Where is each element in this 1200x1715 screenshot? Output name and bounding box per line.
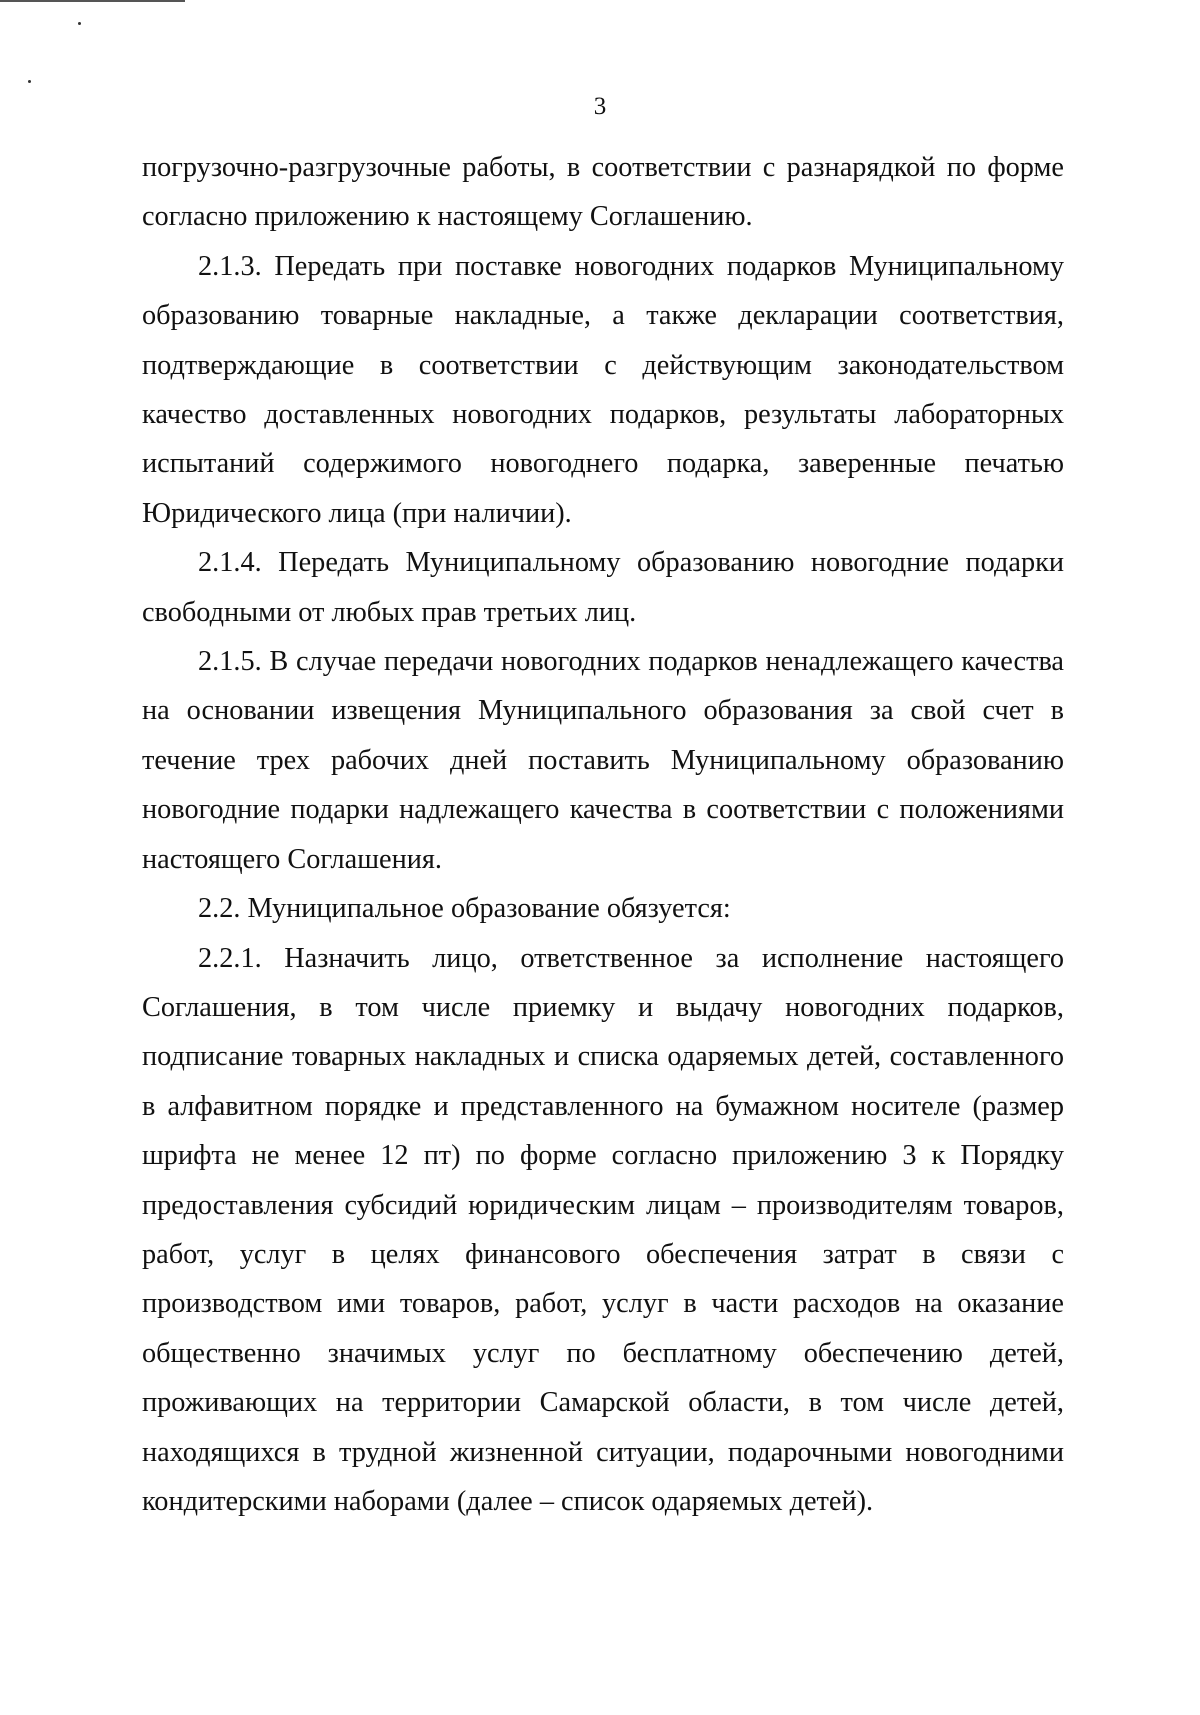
paragraph-continuation: погрузочно-разгрузочные работы, в соответствии с разнарядкой по форме согласно приложению к настоящему Соглашению. bbox=[142, 152, 1064, 233]
scan-edge-line bbox=[0, 0, 185, 2]
paragraph-2-2: 2.2. Муниципальное образование обязуется: bbox=[198, 893, 731, 925]
document-body bbox=[142, 143, 1064, 1526]
paragraph-2-1-3: 2.1.3. Передать при поставке новогодних подарков Муниципальному образованию товарные накладные, а также декларации соответствия, подтверждающие в соответствии с действующим законодательством качество доставленных новогодних подарков, результаты лабораторных испытаний содержимого новогоднего подарка, заверенные печатью Юридического лица (при наличии). bbox=[142, 250, 1064, 529]
scan-speck bbox=[78, 22, 81, 25]
page-number: 3 bbox=[593, 93, 607, 120]
paragraph-2-1-5: 2.1.5. В случае передачи новогодних подарков ненадлежащего качества на основании извещения Муниципального образования за свой счет в течение трех рабочих дней поставить Муниципальному образованию новогодние подарки надлежащего качества в соответствии с положениями настоящего Соглашения. bbox=[142, 646, 1064, 875]
paragraph-2-1-4: 2.1.4. Передать Муниципальному образованию новогодние подарки свободными от любых прав третьих лиц. bbox=[142, 547, 1064, 628]
scan-speck bbox=[28, 80, 31, 83]
paragraph-2-2-1: 2.2.1. Назначить лицо, ответственное за исполнение настоящего Соглашения, в том числе приемку и выдачу новогодних подарков, подписание товарных накладных и списка одаряемых детей, составленного в алфавитном порядке и представленного на бумажном носителе (размер шрифта не менее 12 пт) по форме согласно приложению 3 к Порядку предоставления субсидий юридическим лицам – производителям товаров, работ, услуг в целях финансового обеспечения затрат в связи с производством ими товаров, работ, услуг в части расходов на оказание общественно значимых услуг по бесплатному обеспечению детей, проживающих на территории Самарской области, в том числе детей, находящихся в трудной жизненной ситуации, подарочными новогодними кондитерскими наборами (далее – список одаряемых детей). bbox=[142, 942, 1064, 1517]
